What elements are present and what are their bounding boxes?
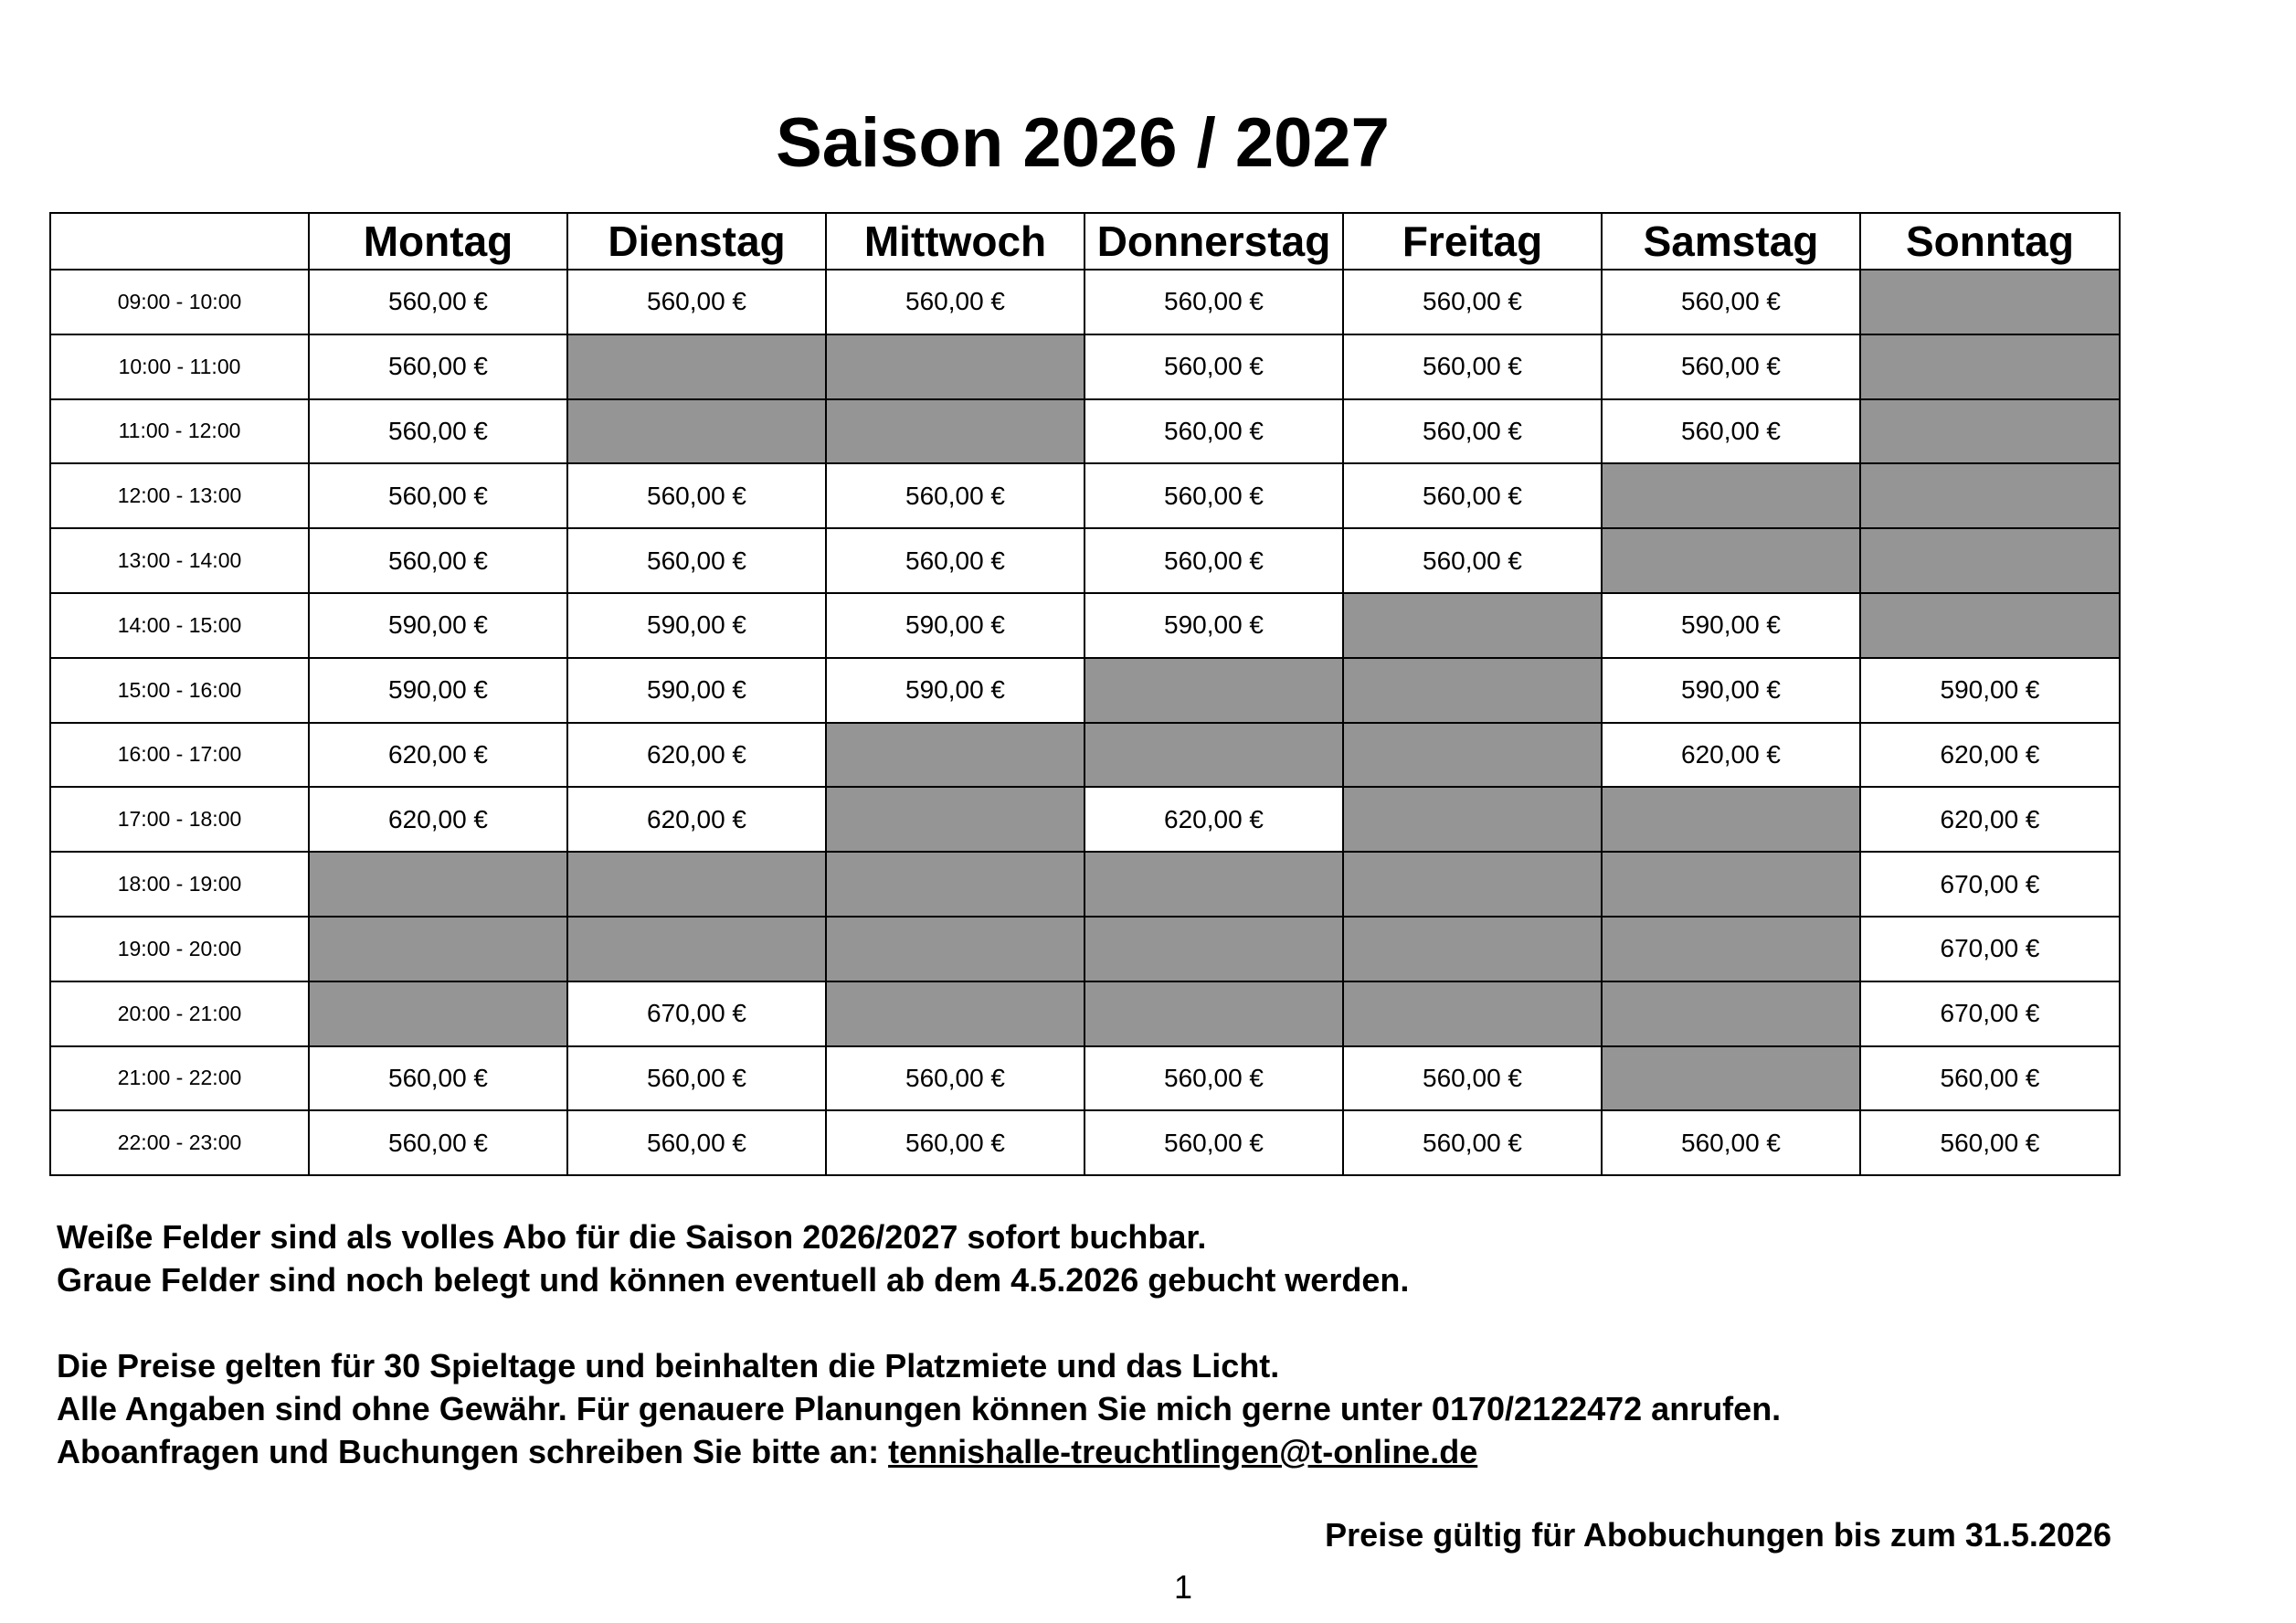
occupied-slot-cell — [1860, 463, 2120, 528]
price-cell: 670,00 € — [1860, 981, 2120, 1046]
schedule-table — [49, 212, 2121, 1176]
price-cell: 560,00 € — [567, 270, 826, 334]
occupied-slot-cell — [1343, 723, 1602, 788]
occupied-slot-cell — [309, 917, 567, 981]
occupied-slot-cell — [826, 399, 1085, 464]
occupied-slot-cell — [1860, 334, 2120, 399]
occupied-slot-cell — [309, 852, 567, 917]
occupied-slot-cell — [826, 334, 1085, 399]
price-cell: 620,00 € — [1860, 787, 2120, 852]
price-cell: 560,00 € — [1602, 270, 1860, 334]
occupied-slot-cell — [1343, 593, 1602, 658]
price-cell: 560,00 € — [1343, 528, 1602, 593]
price-cell: 620,00 € — [1602, 723, 1860, 788]
occupied-slot-cell — [826, 981, 1085, 1046]
price-cell: 590,00 € — [1602, 593, 1860, 658]
note-contact — [57, 1430, 1781, 1473]
price-cell: 560,00 € — [309, 463, 567, 528]
table-row — [50, 270, 2120, 334]
page-title: Saison 2026 / 2027 — [776, 104, 1390, 182]
occupied-slot-cell — [826, 917, 1085, 981]
price-cell: 560,00 € — [1085, 399, 1343, 464]
price-cell: 590,00 € — [309, 658, 567, 723]
occupied-slot-cell — [1602, 787, 1860, 852]
occupied-slot-cell — [1602, 852, 1860, 917]
time-slot-label: 09:00 - 10:00 — [50, 270, 309, 334]
price-cell: 590,00 € — [567, 658, 826, 723]
occupied-slot-cell — [309, 981, 567, 1046]
price-cell: 670,00 € — [567, 981, 826, 1046]
occupied-slot-cell — [1602, 1046, 1860, 1111]
notes — [57, 1215, 1781, 1473]
corner-cell — [50, 213, 309, 270]
time-slot-label: 12:00 - 13:00 — [50, 463, 309, 528]
table-row — [50, 917, 2120, 981]
table-row — [50, 787, 2120, 852]
price-cell: 620,00 € — [567, 787, 826, 852]
time-slot-label: 17:00 - 18:00 — [50, 787, 309, 852]
day-header-mittwoch: Mittwoch — [826, 213, 1085, 270]
table-row — [50, 334, 2120, 399]
price-cell: 560,00 € — [1343, 1046, 1602, 1111]
price-cell: 590,00 € — [1602, 658, 1860, 723]
time-slot-label: 15:00 - 16:00 — [50, 658, 309, 723]
occupied-slot-cell — [1860, 528, 2120, 593]
table-row — [50, 593, 2120, 658]
price-cell: 560,00 € — [309, 1110, 567, 1175]
notes-spacer — [57, 1301, 1781, 1344]
occupied-slot-cell — [1085, 723, 1343, 788]
note-prices: Die Preise gelten für 30 Spieltage und beinhalten die Platzmiete und das Licht. — [57, 1347, 1280, 1384]
table-header — [50, 213, 2120, 270]
price-cell: 620,00 € — [1085, 787, 1343, 852]
time-slot-label: 10:00 - 11:00 — [50, 334, 309, 399]
day-header-freitag: Freitag — [1343, 213, 1602, 270]
price-cell: 560,00 € — [1085, 270, 1343, 334]
occupied-slot-cell — [1602, 463, 1860, 528]
time-slot-label: 14:00 - 15:00 — [50, 593, 309, 658]
time-slot-label: 19:00 - 20:00 — [50, 917, 309, 981]
price-cell: 560,00 € — [309, 399, 567, 464]
price-cell: 560,00 € — [1860, 1046, 2120, 1111]
contact-email-link[interactable]: tennishalle-treuchtlingen@t-online.de — [888, 1433, 1478, 1470]
price-cell: 560,00 € — [309, 1046, 567, 1111]
occupied-slot-cell — [1343, 658, 1602, 723]
day-header-montag: Montag — [309, 213, 567, 270]
price-cell: 560,00 € — [1343, 1110, 1602, 1175]
time-slot-label: 22:00 - 23:00 — [50, 1110, 309, 1175]
time-slot-label: 21:00 - 22:00 — [50, 1046, 309, 1111]
price-cell: 560,00 € — [1602, 334, 1860, 399]
occupied-slot-cell — [1602, 528, 1860, 593]
table-row — [50, 463, 2120, 528]
price-cell: 670,00 € — [1860, 852, 2120, 917]
occupied-slot-cell — [1085, 981, 1343, 1046]
price-cell: 560,00 € — [1343, 270, 1602, 334]
time-slot-label: 16:00 - 17:00 — [50, 723, 309, 788]
occupied-slot-cell — [1343, 852, 1602, 917]
price-cell: 560,00 € — [826, 270, 1085, 334]
header-row — [50, 213, 2120, 270]
price-cell: 620,00 € — [1860, 723, 2120, 788]
price-cell: 620,00 € — [567, 723, 826, 788]
price-cell: 560,00 € — [826, 528, 1085, 593]
price-cell: 670,00 € — [1860, 917, 2120, 981]
price-cell: 560,00 € — [567, 1046, 826, 1111]
occupied-slot-cell — [567, 852, 826, 917]
price-cell: 560,00 € — [1860, 1110, 2120, 1175]
price-cell: 560,00 € — [1602, 399, 1860, 464]
occupied-slot-cell — [1085, 852, 1343, 917]
price-cell: 620,00 € — [309, 723, 567, 788]
occupied-slot-cell — [826, 852, 1085, 917]
occupied-slot-cell — [567, 399, 826, 464]
note-white-fields: Weiße Felder sind als volles Abo für die Saison 2026/2027 sofort buchbar. — [57, 1218, 1207, 1256]
price-cell: 590,00 € — [1085, 593, 1343, 658]
occupied-slot-cell — [1860, 399, 2120, 464]
occupied-slot-cell — [826, 787, 1085, 852]
price-cell: 560,00 € — [567, 528, 826, 593]
table-body — [50, 270, 2120, 1175]
table-row — [50, 528, 2120, 593]
occupied-slot-cell — [1343, 787, 1602, 852]
table-row — [50, 852, 2120, 917]
occupied-slot-cell — [1343, 981, 1602, 1046]
validity-note: Preise gültig für Abobuchungen bis zum 31.5.2026 — [1325, 1516, 2111, 1554]
table-row — [50, 981, 2120, 1046]
occupied-slot-cell — [1085, 658, 1343, 723]
price-cell: 590,00 € — [309, 593, 567, 658]
day-header-sonntag: Sonntag — [1860, 213, 2120, 270]
price-cell: 560,00 € — [1343, 334, 1602, 399]
note-contact-prefix: Aboanfragen und Buchungen schreiben Sie bitte an: — [57, 1433, 889, 1470]
occupied-slot-cell — [1602, 917, 1860, 981]
price-cell: 560,00 € — [826, 1046, 1085, 1111]
price-cell: 560,00 € — [1085, 334, 1343, 399]
price-cell: 560,00 € — [309, 334, 567, 399]
occupied-slot-cell — [567, 334, 826, 399]
price-cell: 620,00 € — [309, 787, 567, 852]
occupied-slot-cell — [1343, 917, 1602, 981]
price-cell: 560,00 € — [1343, 463, 1602, 528]
time-slot-label: 11:00 - 12:00 — [50, 399, 309, 464]
note-grey-fields: Graue Felder sind noch belegt und können eventuell ab dem 4.5.2026 gebucht werden. — [57, 1261, 1410, 1299]
time-slot-label: 13:00 - 14:00 — [50, 528, 309, 593]
day-header-donnerstag: Donnerstag — [1085, 213, 1343, 270]
price-cell: 560,00 € — [1085, 1046, 1343, 1111]
price-cell: 590,00 € — [826, 658, 1085, 723]
price-cell: 560,00 € — [1602, 1110, 1860, 1175]
price-cell: 590,00 € — [1860, 658, 2120, 723]
price-cell: 560,00 € — [1343, 399, 1602, 464]
occupied-slot-cell — [826, 723, 1085, 788]
day-header-samstag: Samstag — [1602, 213, 1860, 270]
price-cell: 590,00 € — [567, 593, 826, 658]
table-row — [50, 1110, 2120, 1175]
table-row — [50, 723, 2120, 788]
price-cell: 560,00 € — [1085, 1110, 1343, 1175]
price-cell: 560,00 € — [309, 528, 567, 593]
occupied-slot-cell — [1860, 270, 2120, 334]
table-row — [50, 399, 2120, 464]
note-disclaimer: Alle Angaben sind ohne Gewähr. Für genauere Planungen können Sie mich gerne unter 0170/2122472 anrufen. — [57, 1390, 1782, 1427]
price-cell: 560,00 € — [826, 1110, 1085, 1175]
price-cell: 560,00 € — [567, 1110, 826, 1175]
day-header-dienstag: Dienstag — [567, 213, 826, 270]
occupied-slot-cell — [1085, 917, 1343, 981]
page-number: 1 — [1173, 1568, 1193, 1606]
time-slot-label: 18:00 - 19:00 — [50, 852, 309, 917]
price-cell: 560,00 € — [826, 463, 1085, 528]
price-cell: 560,00 € — [1085, 528, 1343, 593]
table-row — [50, 1046, 2120, 1111]
price-cell: 590,00 € — [826, 593, 1085, 658]
price-cell: 560,00 € — [309, 270, 567, 334]
time-slot-label: 20:00 - 21:00 — [50, 981, 309, 1046]
price-cell: 560,00 € — [567, 463, 826, 528]
occupied-slot-cell — [1860, 593, 2120, 658]
table-row — [50, 658, 2120, 723]
occupied-slot-cell — [1602, 981, 1860, 1046]
occupied-slot-cell — [567, 917, 826, 981]
price-cell: 560,00 € — [1085, 463, 1343, 528]
